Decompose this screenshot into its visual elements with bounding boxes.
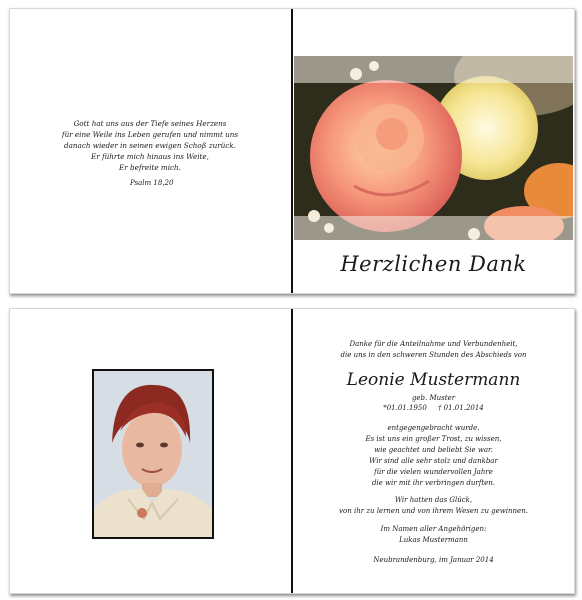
intro-line-1: Danke für die Anteilnahme und Verbundenheit, <box>349 340 518 348</box>
verse-source: Psalm 18,20 <box>130 179 174 187</box>
message-body <box>294 423 573 489</box>
fold-line <box>291 9 293 293</box>
maiden-name: geb. Muster <box>411 394 456 402</box>
message-line: Wir sind alle sehr stolz und dankbar <box>369 457 498 465</box>
message-line: Es ist uns ein großer Trost, zu wissen, <box>365 435 502 443</box>
verse-line: Er befreite mich. <box>119 163 181 172</box>
place-date: Neubrandenburg, im Januar 2014 <box>373 556 494 564</box>
verse-line: danach wieder in seinen ewigen Schoß zurück. <box>64 141 236 150</box>
roses-illustration <box>294 56 573 240</box>
family-line-1: Im Namen aller Angehörigen: <box>380 525 487 533</box>
message-line: entgegengebracht wurde. <box>387 424 480 432</box>
portrait-illustration <box>94 371 212 537</box>
verse-text <box>50 118 250 173</box>
intro-line-2: die uns in den schweren Stunden des Abschieds von <box>340 351 527 359</box>
portrait-photo <box>92 369 214 539</box>
front-card <box>9 8 575 294</box>
banner-band-bottom <box>294 216 573 240</box>
closing-line-2: von ihr zu lernen und von ihrem Wesen zu gewinnen. <box>339 507 528 515</box>
life-dates <box>294 403 573 414</box>
closing-line-1: Wir hatten das Glück, <box>394 496 473 504</box>
verse-line: Er führte mich hinaus ins Weite, <box>91 152 209 161</box>
fold-line <box>291 309 293 593</box>
heading-thanks: Herzlichen Dank <box>340 252 527 276</box>
death-date: † 01.01.2014 <box>437 404 484 412</box>
roses-photo <box>294 56 573 240</box>
verse-line: für eine Weile ins Leben gerufen und nimmt uns <box>61 130 239 139</box>
birth-date: *01.01.1950 <box>383 404 427 412</box>
message-line: die wir mit ihr verbringen durften. <box>371 479 496 487</box>
message-line: wie geachtet und beliebt Sie war. <box>374 446 493 454</box>
deceased-name: Leonie Mustermann <box>346 370 521 390</box>
inside-card <box>9 308 575 594</box>
verse-line: Gott hat uns aus der Tiefe seines Herzens <box>73 119 227 128</box>
family-line-2: Lukas Mustermann <box>399 536 468 544</box>
message-line: für die vielen wundervollen Jahre <box>374 468 493 476</box>
banner-band-top <box>294 56 573 83</box>
